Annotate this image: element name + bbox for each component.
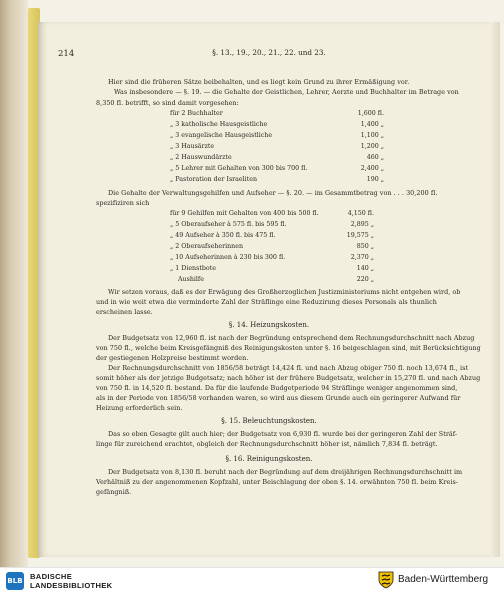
list-item-value: 850 „ xyxy=(356,243,374,250)
list-item-label: „ 5 Oberaufseher à 575 fl. bis 595 fl. xyxy=(170,221,287,228)
list-item-label: „ Pastoration der Israeliten xyxy=(170,176,258,183)
list-item-value: 2,895 „ xyxy=(350,221,374,228)
list-item-label: Aushilfe xyxy=(178,276,204,283)
state-crest-icon xyxy=(378,571,394,589)
text-line: Wir setzen voraus, daß es der Erwägung des Großherzoglichen Justizministeriums nicht entgehen wird, ob xyxy=(108,288,461,296)
list-item-value: 1,400 „ xyxy=(360,121,384,128)
library-name-line1: BADISCHE xyxy=(30,572,73,581)
list-item-label: „ 1 Dienstbote xyxy=(170,265,216,272)
list-item-value: 460 „ xyxy=(366,154,384,161)
text-line: gefängniß. xyxy=(96,488,132,496)
list-item-label: „ 5 Lehrer mit Gehalten von 300 bis 700 fl. xyxy=(170,165,308,172)
list-item-value: 1,100 „ xyxy=(360,132,384,139)
list-item-value: 19,575 „ xyxy=(346,232,374,239)
text-line: der gestiegenen Holzpreise bestimmt worden. xyxy=(96,354,249,362)
text-line: Heizung erforderlich sein. xyxy=(96,404,183,412)
text-line: als in der Periode von 1856/58 vorhanden waren, so wird aus diesem Grunde auch ein geringerer Aufwand für xyxy=(96,394,461,402)
section-heading: §. 16. Reinigungskosten. xyxy=(225,455,313,463)
list-item-value: 140 „ xyxy=(356,265,374,272)
list-item-value: 2,400 „ xyxy=(360,165,384,172)
text-line: Der Budgetsatz von 12,960 fl. ist nach der Begründung entsprechend dem Rechnungsdurchschnitt nach Abzug xyxy=(108,334,475,342)
list-item-label: „ 3 Hausärzte xyxy=(170,143,215,150)
text-line: spezifiziren sich xyxy=(96,199,150,207)
text-line: und in wie weit etwa die verminderte Zahl der Sträflinge eine Reduzirung dieses Personals als thunlich xyxy=(96,298,437,306)
text-line: Was insbesondere — §. 19. — die Gehalte der Geistlichen, Lehrer, Aerzte und Buchhalter im Betrage von xyxy=(114,88,459,96)
list-item-value: 4,150 fl. xyxy=(347,210,374,217)
list-item-label: „ 2 Hauswundärzte xyxy=(170,154,232,161)
list-item-label: für 2 Buchhalter xyxy=(170,110,223,117)
list-item-value: 1,200 „ xyxy=(360,143,384,150)
list-item-label: „ 3 katholische Hausgeistliche xyxy=(170,121,268,128)
text-line: erscheinen lasse. xyxy=(96,308,153,316)
list-item-label: „ 2 Oberaufseherinnen xyxy=(170,243,243,250)
list-item-value: 2,370 „ xyxy=(350,254,374,261)
text-line: Verhältniß zu der angenommenen Kopfzahl, unter Beischlagung der oben §. 14. erwähnten 750 fl. beim Kreis- xyxy=(96,478,458,486)
section-heading: §. 14. Heizungskosten. xyxy=(228,321,310,329)
state-name[interactable]: Baden-Württemberg xyxy=(398,574,489,585)
list-item-label: „ 49 Aufseher à 350 fl. bis 475 fl. xyxy=(170,232,276,239)
text-line: Der Budgetsatz von 8,130 fl. beruht nach der Begründung auf dem dreijährigen Rechnungsdurchschnitt im xyxy=(108,468,463,476)
list-item-value: 190 „ xyxy=(366,176,384,183)
list-item-label: für 9 Gehilfen mit Gehalten von 400 bis 500 fl. xyxy=(170,210,319,217)
book-binding xyxy=(0,0,28,567)
section-heading: §. 15. Beleuchtungskosten. xyxy=(221,417,317,425)
text-line: somit höher als der jetzige Budgetsatz; nach höher ist der frühere Budgetsatz, welcher in 15,270 fl. und nach Abzug xyxy=(96,374,481,382)
page-edge xyxy=(490,22,500,557)
list-item-label: „ 10 Aufseherinnen à 230 bis 300 fl. xyxy=(170,254,286,261)
list-item-value: 220 „ xyxy=(356,276,374,283)
list-item-label: „ 3 evangelische Hausgeistliche xyxy=(170,132,273,139)
text-line: Der Rechnungsdurchschnitt von 1856/58 beträgt 14,424 fl. und nach Abzug obiger 750 fl. noch 13,674 fl., ist xyxy=(108,364,469,372)
text-line: von 750 fl., welche beim Kreisgefängniß des Reinigungskosten unter §. 16 beigeschlagen sind, mit Berücksichtigung xyxy=(96,344,481,352)
text-line: linge für zureichend erachtet, obgleich der Rechnungsdurchschnitt höher ist, nämlich 7,834 fl. beträgt. xyxy=(96,440,438,448)
text-line: Das so eben Gesagte gilt auch hier; der Budgetsatz von 6,930 fl. wurde bei der geringeren Zahl der Sträf- xyxy=(108,430,458,438)
page-header: §. 13., 19., 20., 21., 22. und 23. xyxy=(212,48,326,57)
library-name-line2: LANDESBIBLIOTHEK xyxy=(30,581,113,590)
text-line: Hier sind die früheren Sätze beibehalten, und es liegt kein Grund zu ihrer Ermäßigung vor. xyxy=(108,78,410,86)
text-line: 8,350 fl. betrifft, so sind damit vorgesehen: xyxy=(96,99,239,107)
blb-logo[interactable]: BLB xyxy=(6,572,24,590)
page-number: 214 xyxy=(58,49,75,59)
text-line: Die Gehalte der Verwaltungsgehilfen und Aufseher — §. 20. — im Gesammtbetrag von . . . 30,200 fl. xyxy=(108,189,438,197)
text-line: von 750 fl. in 14,520 fl. bestand. Da für die laufende Budgetperiode 94 Sträflinge weniger angenommen sind, xyxy=(96,384,458,392)
list-item-value: 1,600 fl. xyxy=(357,110,384,117)
